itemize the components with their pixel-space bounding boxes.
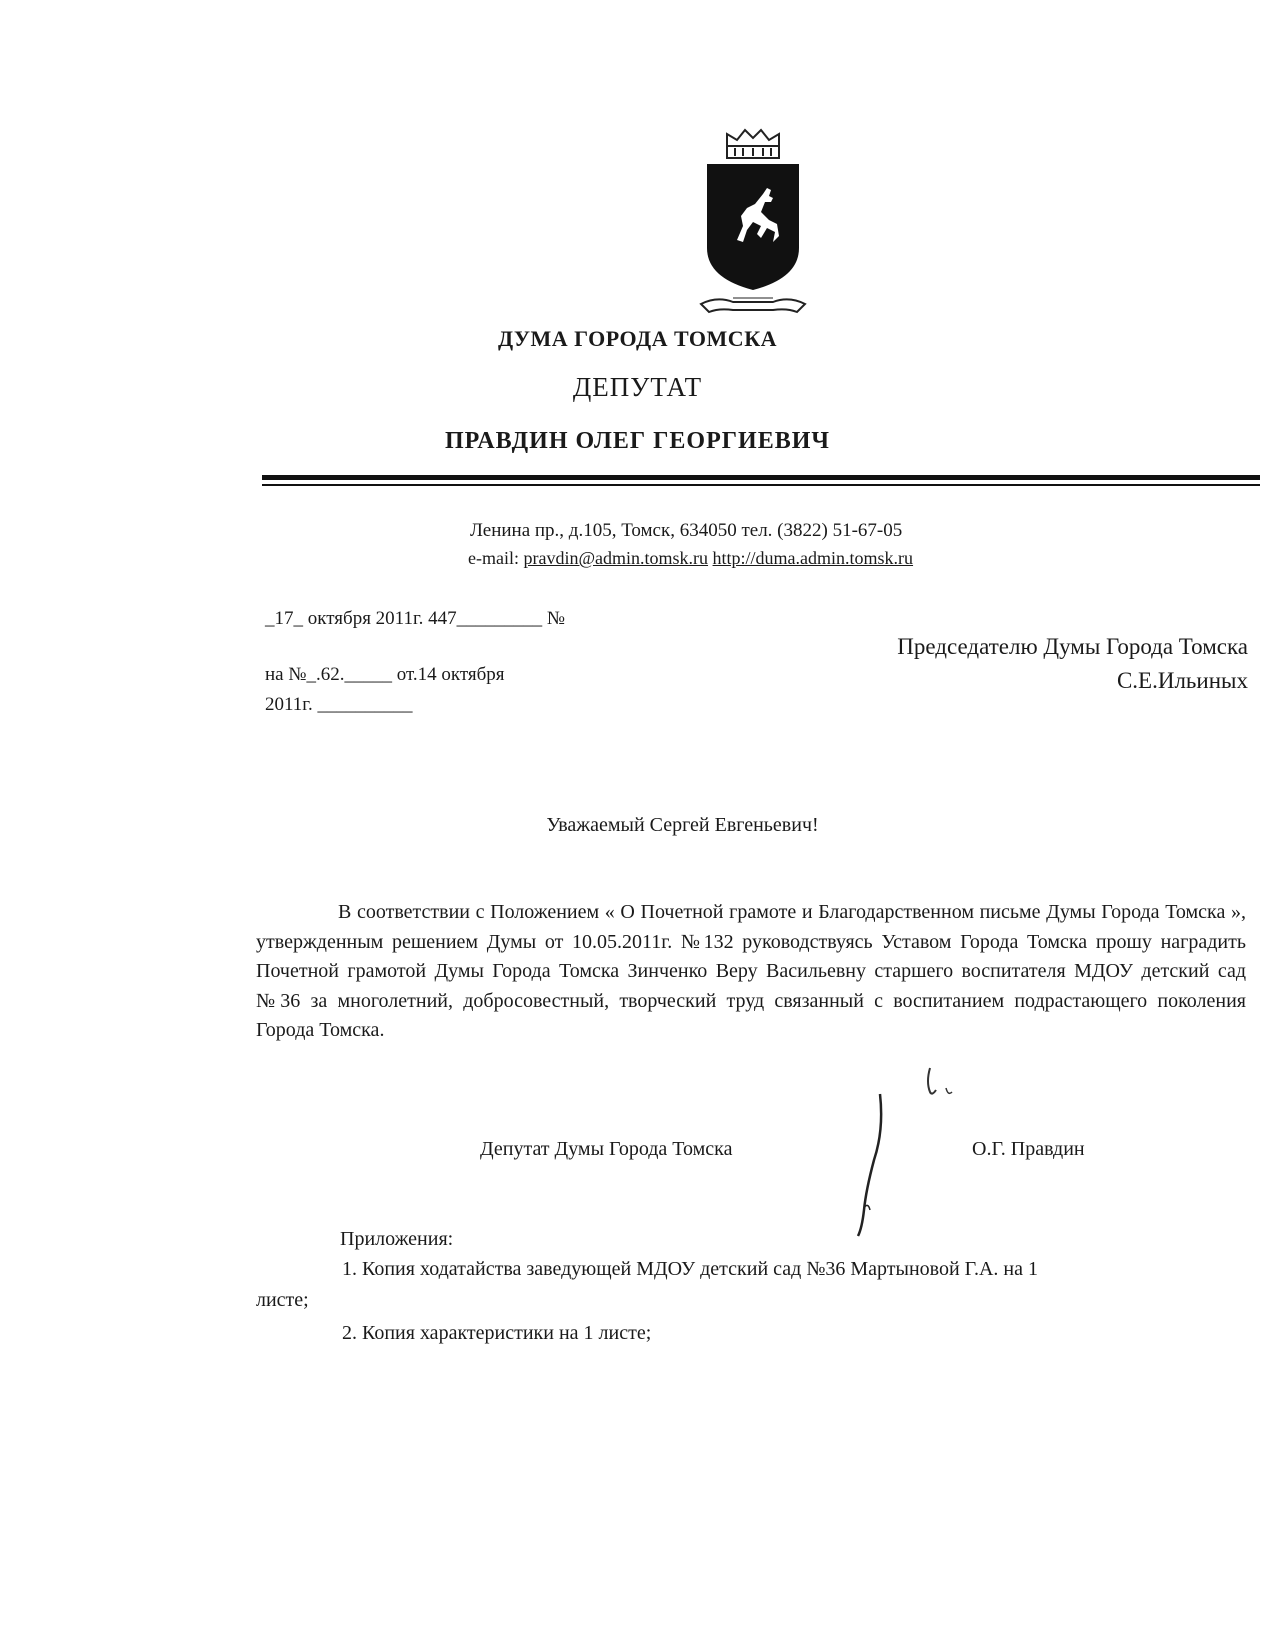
attachment-item-2: 2. Копия характеристики на 1 листе; bbox=[342, 1322, 652, 1344]
attachment-item-1-continued: листе; bbox=[256, 1289, 309, 1311]
reply-reference-line1: на №_.62._____ от.14 октября bbox=[265, 664, 505, 685]
addressee-title: Председателю Думы Города Томска bbox=[897, 634, 1248, 659]
outgoing-number: _17_ октября 2011г. 447_________ № bbox=[265, 608, 566, 629]
handwritten-signature bbox=[850, 1090, 910, 1240]
postal-address: Ленина пр., д.105, Томск, 634050 тел. (3822) 51-67-05 bbox=[470, 520, 903, 541]
handwritten-mark bbox=[920, 1062, 960, 1102]
letter-body bbox=[256, 898, 1246, 1046]
attachment-item-1: 1. Копия ходатайства заведующей МДОУ детский сад №36 Мартыновой Г.А. на 1 bbox=[342, 1258, 1039, 1280]
email-link[interactable]: pravdin@admin.tomsk.ru bbox=[523, 548, 709, 568]
email-label: e-mail: bbox=[468, 548, 519, 568]
organization-name: ДУМА ГОРОДА ТОМСКА bbox=[497, 326, 778, 351]
body-paragraph: В соответствии с Положением « О Почетной грамоте и Благодарственном письме Думы Города Томска », утвержденным решением Думы от 10.05.2011г. №132 руководствуясь Уставом Города Томска прошу наградить Почетной грамотой Думы Города Томска Зинченко Веру Васильевну старшего воспитателя МДОУ детский сад №36 за многолетний, добросовестный, творческий труд связанный с воспитанием подрастающего поколения Города Томска. bbox=[256, 901, 1246, 1041]
addressee-name: С.Е.Ильиных bbox=[1116, 668, 1248, 693]
position-title: ДЕПУТАТ bbox=[572, 372, 703, 402]
salutation: Уважаемый Сергей Евгеньевич! bbox=[546, 814, 819, 836]
website-link[interactable]: http://duma.admin.tomsk.ru bbox=[712, 548, 914, 568]
attachments-heading: Приложения: bbox=[340, 1228, 454, 1250]
reply-reference-line2: 2011г. __________ bbox=[265, 694, 413, 715]
contacts-line bbox=[468, 548, 913, 569]
coat-of-arms-emblem bbox=[697, 128, 809, 320]
deputy-name: ПРАВДИН ОЛЕГ ГЕОРГИЕВИЧ bbox=[444, 428, 830, 454]
header-rule-thin bbox=[262, 484, 1260, 486]
header-rule-thick bbox=[262, 475, 1260, 480]
signer-title: Депутат Думы Города Томска bbox=[480, 1138, 733, 1160]
signer-name: О.Г. Правдин bbox=[972, 1138, 1085, 1160]
addressee-block bbox=[897, 630, 1248, 698]
